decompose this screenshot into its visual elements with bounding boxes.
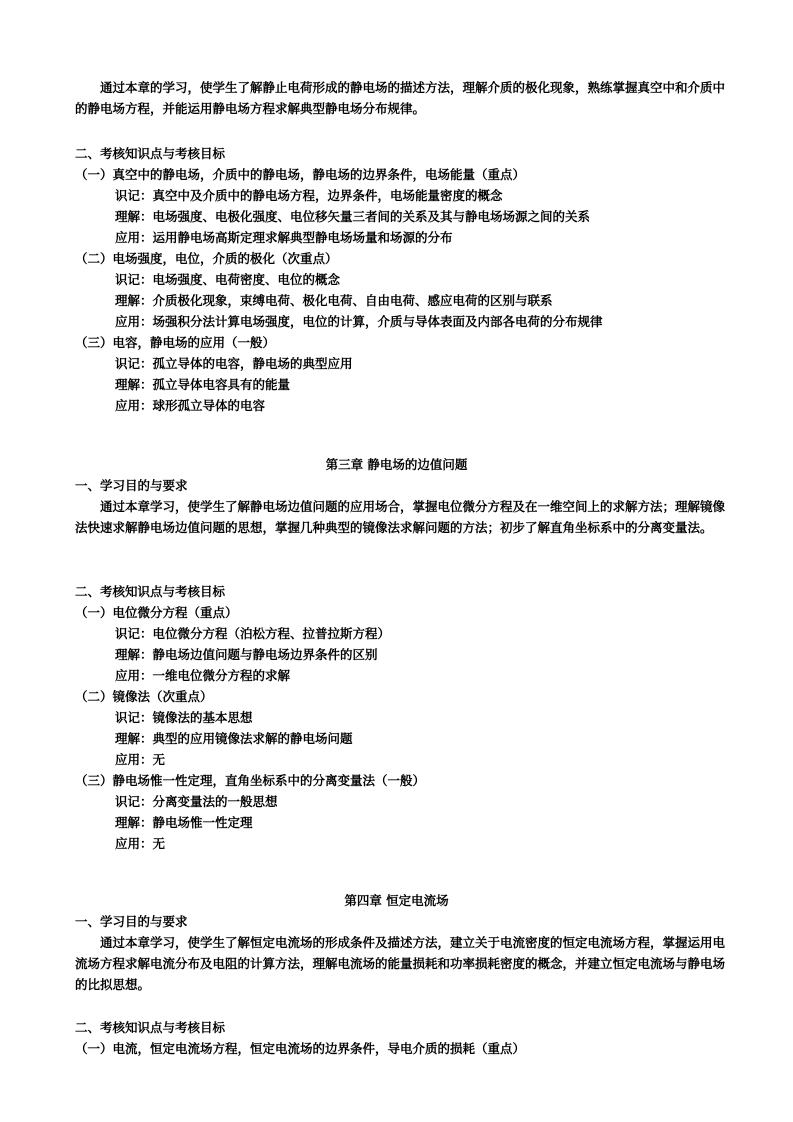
ch3-title: 第三章 静电场的边值问题 [325, 457, 468, 472]
ch4-section1-heading: 一、学习目的与要求 [75, 914, 188, 929]
ch3-item1-apply: 应用：一维电位微分方程的求解 [115, 668, 291, 683]
ch2-item1-apply: 应用：运用静电场高斯定理求解典型静电场场量和场源的分布 [115, 230, 453, 245]
ch2-item2-memorize: 识记：电场强度、电荷密度、电位的概念 [115, 272, 341, 287]
ch3-item1-understand: 理解：静电场边值问题与静电场边界条件的区别 [115, 647, 378, 662]
ch2-section-heading: 二、考核知识点与考核目标 [75, 146, 226, 161]
ch3-item2-understand: 理解：典型的应用镜像法求解的静电场问题 [115, 731, 353, 746]
ch3-section1-heading: 一、学习目的与要求 [75, 478, 188, 493]
ch2-item1-understand: 理解：电场强度、电极化强度、电位移矢量三者间的关系及其与静电场场源之间的关系 [115, 209, 591, 224]
ch3-item1-memorize: 识记：电位微分方程（泊松方程、拉普拉斯方程） [115, 626, 391, 641]
ch2-item1-memorize: 识记：真空中及介质中的静电场方程，边界条件，电场能量密度的概念 [115, 188, 503, 203]
ch2-item3-apply: 应用：球形孤立导体的电容 [115, 398, 266, 413]
ch3-item3-title: （三）静电场惟一性定理，直角坐标系中的分离变量法（一般） [75, 773, 426, 788]
ch4-title: 第四章 恒定电流场 [344, 893, 449, 908]
ch3-item2-memorize: 识记：镜像法的基本思想 [115, 710, 253, 725]
ch2-item2-apply: 应用：场强积分法计算电场强度，电位的计算，介质与导体表面及内部各电荷的分布规律 [115, 314, 603, 329]
ch3-item3-apply: 应用：无 [115, 836, 166, 851]
ch2-item3-understand: 理解：孤立导体电容具有的能量 [115, 377, 291, 392]
ch2-item1-title: （一）真空中的静电场，介质中的静电场，静电场的边界条件，电场能量（重点） [75, 167, 526, 182]
ch2-item3-memorize: 识记：孤立导体的电容，静电场的典型应用 [115, 356, 353, 371]
ch2-item2-title: （二）电场强度，电位，介质的极化（次重点） [75, 251, 338, 266]
ch3-item3-understand: 理解：静电场惟一性定理 [115, 815, 253, 830]
ch4-intro-paragraph: 通过本章学习，使学生了解恒定电流场的形成条件及描述方法，建立关于电流密度的恒定电流场方程，掌握运用电流场方程求解电流分布及电阻的计算方法，理解电流场的能量损耗和功率损耗密度的概念，并建立恒定电流场与静电场的比拟思想。 [75, 935, 726, 992]
ch4-item1-title: （一）电流，恒定电流场方程，恒定电流场的边界条件，导电介质的损耗（重点） [75, 1041, 526, 1056]
ch2-intro-paragraph: 通过本章的学习，使学生了解静止电荷形成的静电场的描述方法，理解介质的极化现象，熟练掌握真空中和介质中的静电场方程，并能运用静电场方程求解典型静电场分布规律。 [75, 80, 726, 116]
ch4-section2-heading: 二、考核知识点与考核目标 [75, 1020, 226, 1035]
ch3-intro-paragraph: 通过本章学习，使学生了解静电场边值问题的应用场合，掌握电位微分方程及在一维空间上的求解方法；理解镜像法快速求解静电场边值问题的思想，掌握几种典型的镜像法求解问题的方法；初步了解直角坐标系中的分离变量法。 [75, 499, 726, 535]
ch2-item2-understand: 理解：介质极化现象，束缚电荷、极化电荷、自由电荷、感应电荷的区别与联系 [115, 293, 553, 308]
ch3-section2-heading: 二、考核知识点与考核目标 [75, 584, 226, 599]
ch3-item3-memorize: 识记：分离变量法的一般思想 [115, 794, 278, 809]
ch2-item3-title: （三）电容，静电场的应用（一般） [75, 335, 276, 350]
ch3-item2-title: （二）镜像法（次重点） [75, 689, 213, 704]
ch3-item1-title: （一）电位微分方程（重点） [75, 605, 238, 620]
ch3-item2-apply: 应用：无 [115, 752, 166, 767]
